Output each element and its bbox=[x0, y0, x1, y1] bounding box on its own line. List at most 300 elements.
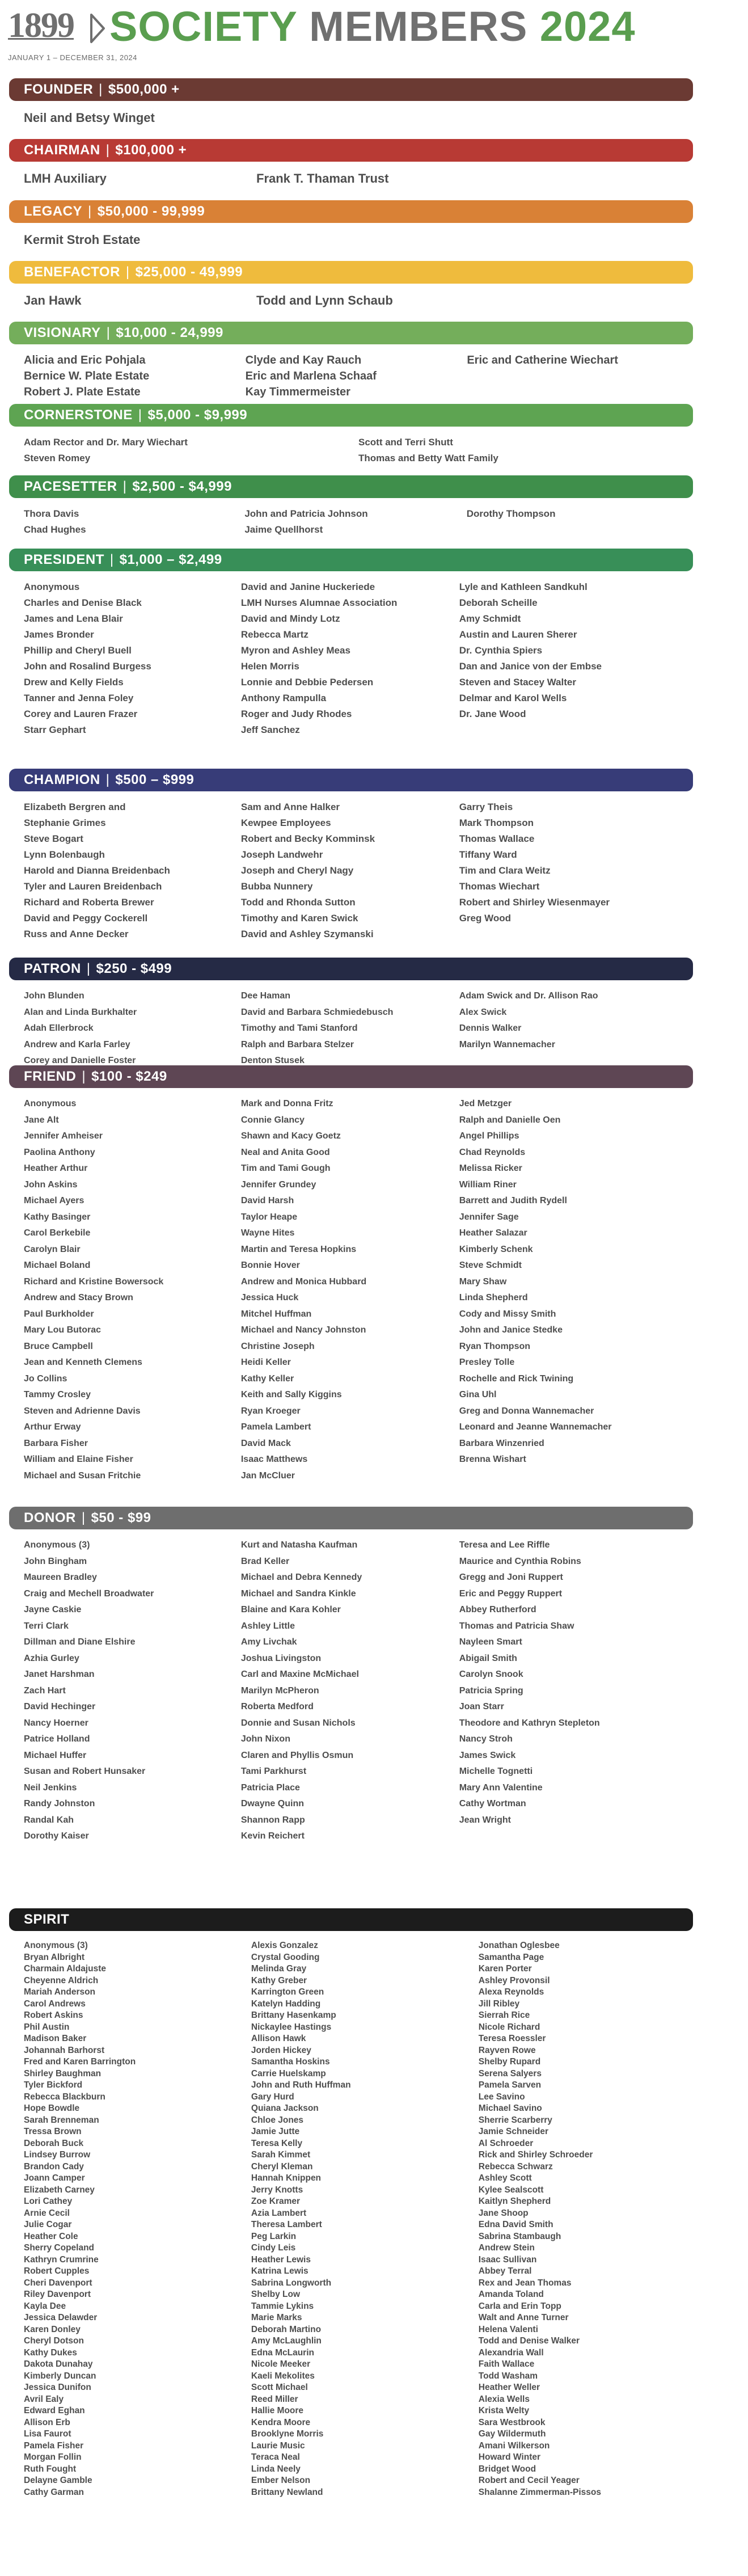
donor-name: Kathy Greber bbox=[251, 1975, 307, 1985]
donor-name: Anthony Rampulla bbox=[240, 693, 327, 703]
donor-name: John and Ruth Huffman bbox=[251, 2080, 351, 2090]
donor-name: Mark and Donna Fritz bbox=[240, 1099, 333, 1108]
donor-name: Alan and Linda Burkhalter bbox=[24, 1007, 137, 1017]
donor-name: Maureen Bradley bbox=[24, 1572, 97, 1582]
donor-name: Cody and Missy Smith bbox=[459, 1309, 556, 1319]
donor-name: Lisa Faurot bbox=[24, 2429, 71, 2439]
donor-name: Marilyn McPheron bbox=[240, 1685, 319, 1696]
donor-name: Amanda Toland bbox=[478, 2290, 544, 2299]
donor-name: Mitchel Huffman bbox=[240, 1309, 312, 1319]
donor-column bbox=[24, 506, 244, 538]
donor-name: Shalanne Zimmerman-Pissos bbox=[478, 2487, 601, 2497]
section-divider: | bbox=[88, 204, 92, 219]
donor-name: David and Mindy Lotz bbox=[240, 613, 340, 624]
section-header-spirit bbox=[9, 1908, 693, 1931]
donor-name: John Blunden bbox=[24, 991, 84, 1001]
section-spirit bbox=[9, 1908, 693, 2498]
donor-name: Michael and Sandra Kinkle bbox=[240, 1588, 356, 1599]
donor-name: Neal and Anita Good bbox=[240, 1147, 330, 1157]
donor-name: Angel Phillips bbox=[459, 1131, 519, 1141]
section-header-president bbox=[9, 549, 693, 571]
donor-name: James Swick bbox=[459, 1750, 516, 1760]
section-header-pacesetter bbox=[9, 475, 693, 498]
donor-name: Karrington Green bbox=[251, 1987, 324, 1997]
donor-name: Sarah Brenneman bbox=[24, 2115, 99, 2125]
donor-name: Cheri Davenport bbox=[24, 2278, 92, 2288]
donor-name: Jeff Sanchez bbox=[240, 724, 300, 735]
donor-column bbox=[467, 506, 693, 538]
donor-name: Quiana Jackson bbox=[251, 2103, 319, 2113]
donor-name: Barbara Winzenried bbox=[459, 1438, 544, 1448]
section-header-legacy bbox=[9, 200, 693, 223]
donor-name: Joshua Livingston bbox=[240, 1653, 322, 1663]
donor-columns bbox=[9, 1529, 693, 1845]
donor-name: Corey and Danielle Foster bbox=[24, 1056, 136, 1065]
donor-name: Jennifer Sage bbox=[459, 1212, 519, 1222]
donor-column bbox=[241, 799, 459, 942]
donor-name: Lyle and Kathleen Sandkuhl bbox=[459, 581, 588, 592]
section-label: CHAIRMAN bbox=[24, 142, 100, 158]
section-label: SPIRIT bbox=[24, 1912, 70, 1927]
donor-name: Jamie Schneider bbox=[478, 2127, 548, 2136]
donor-name: Kathy Dukes bbox=[24, 2347, 77, 2358]
donor-column bbox=[241, 1096, 459, 1484]
donor-name: Taylor Heape bbox=[240, 1212, 298, 1222]
donor-name: Nancy Stroh bbox=[459, 1734, 513, 1744]
donor-name: Dee Haman bbox=[240, 991, 291, 1001]
donor-name: Amy McLaughlin bbox=[251, 2336, 322, 2346]
donor-name: Hannah Knippen bbox=[251, 2173, 322, 2183]
donor-name: Anonymous bbox=[24, 1099, 77, 1108]
donor-name: Amy Livchak bbox=[240, 1637, 297, 1647]
donor-name: Brenna Wishart bbox=[459, 1454, 526, 1464]
donor-name: Jed Metzger bbox=[459, 1099, 512, 1108]
donor-name: Al Schroeder bbox=[478, 2138, 534, 2148]
donor-name: Steven and Stacey Walter bbox=[459, 677, 576, 688]
donor-name: Eric and Marlena Schaaf bbox=[245, 370, 377, 382]
donor-name: Presley Tolle bbox=[459, 1357, 515, 1367]
donor-name: Tyler Bickford bbox=[24, 2080, 83, 2090]
donor-name: Dillman and Diane Elshire bbox=[24, 1637, 136, 1647]
donor-name: Kayla Dee bbox=[24, 2301, 66, 2311]
donor-name: Dakota Dunahay bbox=[24, 2359, 93, 2369]
donor-name: Andrew and Monica Hubbard bbox=[240, 1276, 367, 1287]
donor-name: Brooklyne Morris bbox=[251, 2429, 324, 2439]
donor-name: Roger and Judy Rhodes bbox=[240, 709, 352, 719]
donor-name: Julie Cogar bbox=[24, 2220, 72, 2229]
donor-name: Carla and Erin Topp bbox=[478, 2301, 561, 2311]
donor-name: Brandon Cady bbox=[24, 2161, 84, 2172]
donor-name: Azhia Gurley bbox=[24, 1653, 79, 1663]
donor-name: Bubba Nunnery bbox=[240, 881, 313, 892]
donor-name: Teresa and Lee Riffle bbox=[459, 1540, 550, 1550]
donor-name: Thomas Wiechart bbox=[459, 881, 540, 892]
donor-name: Riley Davenport bbox=[24, 2290, 91, 2299]
donor-name: Sherrie Scarberry bbox=[478, 2115, 552, 2125]
donor-name: Robert and Shirley Wiesenmayer bbox=[459, 897, 610, 908]
section-divider: | bbox=[105, 142, 110, 158]
donor-name: Katelyn Hadding bbox=[251, 1999, 321, 2009]
donor-name: Marie Marks bbox=[251, 2313, 302, 2322]
donor-name: Timothy and Karen Swick bbox=[240, 913, 358, 924]
donor-name: Robert Cupples bbox=[24, 2266, 90, 2276]
donor-column bbox=[241, 579, 459, 738]
donor-name: Brad Keller bbox=[240, 1556, 290, 1566]
donor-name: Karen Donley bbox=[24, 2324, 81, 2334]
donor-name: Lynn Bolenbaugh bbox=[24, 849, 105, 860]
donor-name: Carol Berkebile bbox=[24, 1228, 91, 1238]
donor-name: Linda Neely bbox=[251, 2464, 301, 2474]
donor-name: Jorden Hickey bbox=[251, 2045, 311, 2055]
section-amount: $500,000 + bbox=[108, 82, 180, 97]
donor-name: Bridget Wood bbox=[478, 2464, 536, 2474]
donor-name: Alexandria Wall bbox=[478, 2347, 544, 2358]
donor-name: Kay Timmermeister bbox=[245, 386, 350, 398]
donor-name: Kathryn Crumrine bbox=[24, 2254, 99, 2265]
donor-name: Richard and Kristine Bowersock bbox=[24, 1276, 164, 1287]
donor-column bbox=[459, 799, 693, 942]
donor-name: Shannon Rapp bbox=[240, 1815, 305, 1825]
donor-name: David Mack bbox=[240, 1438, 291, 1448]
donor-name: Tyler and Lauren Breidenbach bbox=[24, 881, 162, 892]
donor-name: Andrew and Karla Farley bbox=[24, 1039, 130, 1049]
donor-name: Nickaylee Hastings bbox=[251, 2022, 332, 2032]
donor-name: Morgan Follin bbox=[24, 2452, 82, 2462]
donor-column bbox=[24, 231, 256, 248]
donor-name: Chad Hughes bbox=[24, 524, 86, 535]
donor-name: Nancy Hoerner bbox=[24, 1718, 88, 1728]
donor-column bbox=[24, 170, 256, 187]
donor-name: Todd and Denise Walker bbox=[478, 2336, 580, 2346]
donor-columns bbox=[9, 162, 693, 187]
donor-name: Eric and Catherine Wiechart bbox=[467, 354, 618, 366]
donor-column bbox=[256, 292, 489, 309]
donor-name: Robert and Cecil Yeager bbox=[478, 2476, 580, 2485]
donor-name: Helena Valenti bbox=[478, 2324, 538, 2334]
donor-name: Todd and Lynn Schaub bbox=[256, 293, 393, 307]
donor-name: Neil and Betsy Winget bbox=[24, 111, 155, 125]
donor-name: Jo Collins bbox=[24, 1373, 67, 1384]
donor-name: Nicole Richard bbox=[478, 2022, 540, 2032]
donor-name: Dr. Jane Wood bbox=[459, 709, 526, 719]
donor-name: Zoe Kramer bbox=[251, 2196, 301, 2206]
section-donor bbox=[9, 1507, 693, 1845]
donor-name: Scott Michael bbox=[251, 2383, 308, 2392]
donor-name: Karen Porter bbox=[478, 1964, 532, 1974]
donor-name: Alicia and Eric Pohjala bbox=[24, 354, 146, 366]
donor-name: Jennifer Grundey bbox=[240, 1179, 316, 1190]
donor-name: Helen Morris bbox=[240, 661, 299, 672]
donor-name: Jill Ribley bbox=[478, 1999, 520, 2009]
donor-name: Leonard and Jeanne Wannemacher bbox=[459, 1422, 612, 1432]
donor-name: Cheryl Kleman bbox=[251, 2161, 313, 2172]
section-label: PRESIDENT bbox=[24, 552, 104, 567]
donor-name: Rebecca Schwarz bbox=[478, 2161, 553, 2172]
donor-name: Zach Hart bbox=[24, 1685, 66, 1696]
donor-name: David and Barbara Schmiedebusch bbox=[240, 1007, 394, 1017]
date-range: JANUARY 1 – DECEMBER 31, 2024 bbox=[8, 53, 137, 62]
section-amount: $5,000 - $9,999 bbox=[147, 407, 248, 423]
donor-name: Todd and Rhonda Sutton bbox=[240, 897, 356, 908]
donor-name: Arnie Cecil bbox=[24, 2208, 70, 2218]
donor-name: Madison Baker bbox=[24, 2034, 87, 2043]
donor-name: Claren and Phyllis Osmun bbox=[240, 1750, 354, 1760]
section-amount: $250 - $499 bbox=[96, 961, 172, 976]
donor-name: Anonymous (3) bbox=[24, 1540, 90, 1550]
donor-column bbox=[24, 435, 358, 466]
donor-name: Ralph and Danielle Oen bbox=[459, 1115, 561, 1125]
donor-name: Elizabeth Bergren and bbox=[24, 802, 126, 812]
donor-name: Isaac Sullivan bbox=[478, 2254, 537, 2265]
section-header-benefactor bbox=[9, 261, 693, 284]
section-header-visionary bbox=[9, 322, 693, 344]
donor-name: Jane Alt bbox=[24, 1115, 59, 1125]
donor-name: Theresa Lambert bbox=[251, 2220, 322, 2229]
donor-name: Steve Bogart bbox=[24, 833, 83, 844]
donor-columns bbox=[9, 498, 693, 538]
donor-name: David and Ashley Szymanski bbox=[240, 929, 374, 939]
donor-name: Pamela Lambert bbox=[240, 1422, 311, 1432]
donor-column bbox=[24, 1940, 251, 2498]
donor-name: Robert and Becky Komminsk bbox=[240, 833, 375, 844]
donor-name: Lee Savino bbox=[478, 2092, 525, 2102]
donor-name: Clyde and Kay Rauch bbox=[245, 354, 362, 366]
donor-name: Tim and Clara Weitz bbox=[459, 865, 551, 876]
donor-name: Amani Wilkerson bbox=[478, 2440, 550, 2451]
section-divider: | bbox=[99, 82, 103, 97]
donor-column bbox=[24, 988, 241, 1069]
donor-columns bbox=[9, 101, 693, 127]
section-header-chairman bbox=[9, 139, 693, 162]
donor-name: Andrew Stein bbox=[478, 2243, 535, 2253]
donor-name: Mariah Anderson bbox=[24, 1987, 96, 1997]
donor-name: Garry Theis bbox=[459, 802, 513, 812]
section-benefactor bbox=[9, 261, 693, 309]
donor-name: Nayleen Smart bbox=[459, 1637, 522, 1647]
donor-column bbox=[24, 292, 256, 309]
donor-name: Teresa Roessler bbox=[478, 2034, 546, 2043]
donor-name: Carrie Huelskamp bbox=[251, 2068, 326, 2078]
donor-name: Faith Wallace bbox=[478, 2359, 535, 2369]
donor-name: Jonathan Oglesbee bbox=[478, 1941, 560, 1950]
donor-name: Michael Ayers bbox=[24, 1196, 84, 1205]
donor-name: Edward Eghan bbox=[24, 2406, 85, 2415]
donor-column bbox=[24, 352, 246, 400]
donor-name: Shelby Low bbox=[251, 2290, 301, 2299]
donor-name: John and Rosalind Burgess bbox=[24, 661, 151, 672]
donor-name: Jan McCluer bbox=[240, 1470, 295, 1481]
donor-name: Joseph Landwehr bbox=[240, 849, 323, 860]
donor-column bbox=[24, 799, 241, 942]
donor-name: Paolina Anthony bbox=[24, 1147, 95, 1157]
donor-name: Jan Hawk bbox=[24, 293, 82, 307]
donor-name: David and Janine Huckeriede bbox=[240, 581, 375, 592]
donor-name: John Askins bbox=[24, 1179, 78, 1190]
donor-name: Rebecca Blackburn bbox=[24, 2092, 105, 2102]
donor-name: Samantha Hoskins bbox=[251, 2057, 330, 2067]
donor-name: Tammy Crosley bbox=[24, 1390, 91, 1399]
donor-name: John Nixon bbox=[240, 1734, 290, 1744]
donor-name: Thomas and Patricia Shaw bbox=[459, 1621, 574, 1631]
donor-name: James and Lena Blair bbox=[24, 613, 123, 624]
donor-name: Heather Weller bbox=[478, 2383, 540, 2392]
donor-name: Kathy Keller bbox=[240, 1373, 294, 1384]
donor-name: Rayven Rowe bbox=[478, 2045, 536, 2055]
donor-name: Robert Askins bbox=[24, 2010, 83, 2020]
donor-name: Sabrina Stambaugh bbox=[478, 2231, 561, 2241]
donor-column bbox=[244, 506, 466, 538]
donor-name: Howard Winter bbox=[478, 2452, 541, 2462]
donor-name: Drew and Kelly Fields bbox=[24, 677, 124, 688]
donor-name: Nicole Meeker bbox=[251, 2359, 311, 2369]
section-label: PACESETTER bbox=[24, 479, 117, 494]
donor-name: Cheryl Dotson bbox=[24, 2336, 84, 2346]
section-amount: $100 - $249 bbox=[91, 1069, 167, 1084]
donor-column bbox=[459, 1537, 693, 1845]
donor-name: Tami Parkhurst bbox=[240, 1766, 307, 1776]
donor-name: Jessica Dunifon bbox=[24, 2383, 91, 2392]
donor-name: Delmar and Karol Wells bbox=[459, 693, 567, 703]
donor-name: Michael and Susan Fritchie bbox=[24, 1470, 141, 1481]
section-label: BENEFACTOR bbox=[24, 264, 120, 280]
donor-name: David Harsh bbox=[240, 1196, 294, 1205]
section-champion bbox=[9, 769, 693, 942]
section-label: FRIEND bbox=[24, 1069, 77, 1084]
donor-name: Jean and Kenneth Clemens bbox=[24, 1357, 142, 1367]
section-cornerstone bbox=[9, 404, 693, 466]
donor-name: Timothy and Tami Stanford bbox=[240, 1023, 358, 1033]
donor-name: Heather Arthur bbox=[24, 1163, 88, 1173]
donor-name: Alexa Reynolds bbox=[478, 1987, 544, 1997]
donor-name: Rick and Shirley Schroeder bbox=[478, 2150, 593, 2160]
donor-name: Shirley Baughman bbox=[24, 2068, 102, 2078]
donor-name: Carl and Maxine McMichael bbox=[240, 1669, 359, 1679]
donor-name: Walt and Anne Turner bbox=[478, 2313, 569, 2322]
donor-name: Christine Joseph bbox=[240, 1341, 315, 1351]
donor-name: Delayne Gamble bbox=[24, 2476, 92, 2485]
donor-name: Gary Hurd bbox=[251, 2092, 294, 2102]
donor-column bbox=[24, 1096, 241, 1484]
donor-name: Johannah Barhorst bbox=[24, 2045, 105, 2055]
donor-name: Edna David Smith bbox=[478, 2220, 553, 2229]
donor-name: Tiffany Ward bbox=[459, 849, 517, 860]
donor-name: Dorothy Thompson bbox=[466, 508, 556, 519]
donor-name: Kaitlyn Shepherd bbox=[478, 2196, 551, 2206]
donor-name: Patricia Spring bbox=[459, 1685, 523, 1696]
donor-name: Stephanie Grimes bbox=[24, 817, 106, 828]
donor-name: Thora Davis bbox=[24, 508, 79, 519]
donor-name: Donnie and Susan Nichols bbox=[240, 1718, 356, 1728]
donor-name: Chloe Jones bbox=[251, 2115, 304, 2125]
logo-arrow-icon bbox=[90, 12, 105, 44]
donor-name: Cindy Leis bbox=[251, 2243, 296, 2253]
donor-name: Andrew and Stacy Brown bbox=[24, 1293, 133, 1302]
section-label: LEGACY bbox=[24, 204, 83, 219]
donor-column bbox=[24, 579, 241, 738]
donor-name: Steven and Adrienne Davis bbox=[24, 1406, 141, 1416]
section-amount: $1,000 – $2,499 bbox=[119, 552, 222, 567]
donor-name: Deborah Martino bbox=[251, 2324, 322, 2334]
donor-name: Sabrina Longworth bbox=[251, 2278, 332, 2288]
donor-name: Michael Huffer bbox=[24, 1750, 87, 1760]
donor-name: Russ and Anne Decker bbox=[24, 929, 129, 939]
donor-name: Carolyn Snook bbox=[459, 1669, 523, 1679]
donor-name: Corey and Lauren Frazer bbox=[24, 709, 138, 719]
donor-name: Harold and Dianna Breidenbach bbox=[24, 865, 170, 876]
section-label: CORNERSTONE bbox=[24, 407, 133, 423]
donor-columns bbox=[9, 980, 693, 1069]
donor-name: Roberta Medford bbox=[240, 1702, 314, 1711]
donor-name: Abbey Rutherford bbox=[459, 1605, 536, 1614]
donor-name: Hallie Moore bbox=[251, 2406, 304, 2415]
donor-name: Kathy Basinger bbox=[24, 1212, 91, 1222]
donor-name: Rebecca Martz bbox=[240, 629, 309, 640]
donor-name: Kermit Stroh Estate bbox=[24, 233, 141, 247]
donor-name: Sierrah Rice bbox=[478, 2010, 530, 2020]
donor-name: Kevin Reichert bbox=[240, 1831, 305, 1841]
donor-name: Sherry Copeland bbox=[24, 2243, 95, 2253]
donor-name: Barbara Fisher bbox=[24, 1438, 88, 1448]
donor-name: Ember Nelson bbox=[251, 2476, 311, 2485]
donor-name: Arthur Erway bbox=[24, 1422, 81, 1432]
donor-name: Anonymous bbox=[24, 581, 80, 592]
donor-name: Rex and Jean Thomas bbox=[478, 2278, 572, 2288]
donor-name: Janet Harshman bbox=[24, 1669, 95, 1679]
donor-name: Heather Lewis bbox=[251, 2254, 311, 2265]
section-president bbox=[9, 549, 693, 738]
title-year: 2024 bbox=[539, 3, 636, 50]
donor-name: Ryan Thompson bbox=[459, 1341, 531, 1351]
donor-name: Deborah Buck bbox=[24, 2138, 84, 2148]
donor-name: Charles and Denise Black bbox=[24, 597, 142, 608]
donor-name: Lindsey Burrow bbox=[24, 2150, 91, 2160]
section-divider: | bbox=[125, 264, 130, 280]
donor-name: Bryan Albright bbox=[24, 1952, 85, 1962]
donor-name: Adam Swick and Dr. Allison Rao bbox=[459, 991, 598, 1001]
donor-name: Dwayne Quinn bbox=[240, 1799, 304, 1808]
donor-name: Richard and Roberta Brewer bbox=[24, 897, 154, 908]
donor-name: Teresa Kelly bbox=[251, 2138, 303, 2148]
donor-column bbox=[24, 109, 256, 127]
donor-name: Kendra Moore bbox=[251, 2417, 311, 2427]
donor-name: Scott and Terri Shutt bbox=[358, 437, 453, 448]
donor-name: Gay Wildermuth bbox=[478, 2429, 546, 2439]
donor-name: Serena Salyers bbox=[478, 2068, 542, 2078]
donor-name: Patricia Place bbox=[240, 1782, 300, 1793]
page-header bbox=[0, 0, 748, 62]
donor-name: Gregg and Joni Ruppert bbox=[459, 1572, 563, 1582]
donor-name: Patrice Holland bbox=[24, 1734, 90, 1744]
donor-name: Peg Larkin bbox=[251, 2231, 297, 2241]
donor-column bbox=[459, 1096, 693, 1484]
section-amount: $50 - $99 bbox=[91, 1510, 151, 1525]
donor-name: Kimberly Schenk bbox=[459, 1244, 533, 1254]
section-header-donor bbox=[9, 1507, 693, 1529]
donor-name: Michael Savino bbox=[478, 2103, 542, 2113]
donor-name: Maurice and Cynthia Robins bbox=[459, 1556, 581, 1566]
section-header-patron bbox=[9, 958, 693, 980]
donor-name: Michelle Tognetti bbox=[459, 1766, 533, 1776]
donor-column bbox=[467, 352, 693, 400]
donor-name: Thomas and Betty Watt Family bbox=[358, 453, 498, 463]
section-divider: | bbox=[109, 552, 114, 567]
donor-name: Greg and Donna Wannemacher bbox=[459, 1406, 594, 1416]
donor-name: Kaeli Mekolites bbox=[251, 2371, 315, 2381]
donor-columns bbox=[9, 1931, 693, 2498]
donor-name: Kurt and Natasha Kaufman bbox=[240, 1540, 358, 1550]
donor-name: Phillip and Cheryl Buell bbox=[24, 645, 132, 656]
donor-columns bbox=[9, 571, 693, 738]
